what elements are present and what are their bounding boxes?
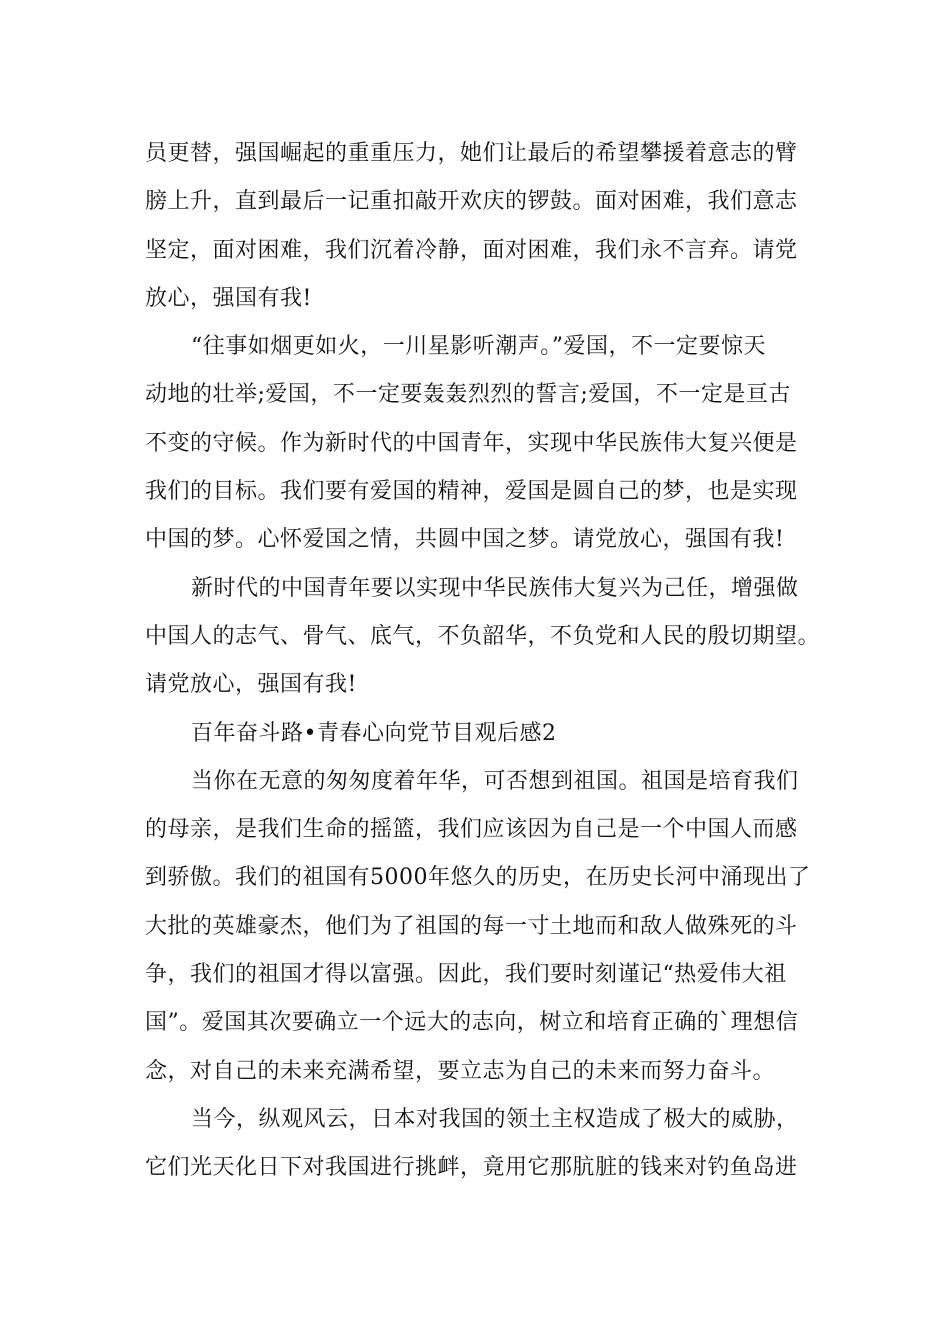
text-line: 到骄傲。我们的祖国有5000年悠久的历史，在历史长河中涌现出了 [145, 865, 811, 891]
text-line: 膀上升，直到最后一记重扣敲开欢庆的锣鼓。面对困难，我们意志 [145, 189, 798, 215]
text-line: 的母亲，是我们生命的摇篮，我们应该因为自己是一个中国人而感 [145, 817, 798, 843]
text-line: “往事如烟更如火，一川星影听潮声。”爱国，不一定要惊天 [191, 334, 766, 360]
text-line: 中国人的志气、骨气、底气，不负韶华，不负党和人民的殷切期望。 [145, 623, 821, 649]
text-line: 当今，纵观风云，日本对我国的领土主权造成了极大的威胁， [191, 1106, 799, 1132]
section-heading: 百年奋斗路•青春心向党节目观后感2 [191, 720, 557, 746]
text-line: 当你在无意的匆匆度着年华，可否想到祖国。祖国是培育我们 [191, 768, 799, 794]
text-line: 新时代的中国青年要以实现中华民族伟大复兴为己任，增强做 [191, 575, 799, 601]
text-line: 争，我们的祖国才得以富强。因此，我们要时刻谨记“热爱伟大祖 [145, 962, 787, 988]
text-line: 念，对自己的未来充满希望，要立志为自己的未来而努力奋斗。 [145, 1058, 776, 1084]
text-line: 不变的守候。作为新时代的中国青年，实现中华民族伟大复兴便是 [145, 430, 798, 456]
text-line: 动地的壮举;爱国，不一定要轰轰烈烈的誓言;爱国，不一定是亘古 [145, 382, 791, 408]
text-line: 放心，强国有我! [145, 285, 312, 311]
text-line: 我们的目标。我们要有爱国的精神，爱国是圆自己的梦，也是实现 [145, 479, 798, 505]
text-line: 坚定，面对困难，我们沉着冷静，面对困难，我们永不言弃。请党 [145, 237, 798, 263]
text-line: 它们光天化日下对我国进行挑衅，竟用它那肮脏的钱来对钓鱼岛进 [145, 1155, 798, 1181]
document-body [145, 130, 821, 1193]
text-line: 员更替，强国崛起的重重压力，她们让最后的希望攀援着意志的臂 [145, 141, 798, 166]
text-line: 中国的梦。心怀爱国之情，共圆中国之梦。请党放心，强国有我! [145, 527, 785, 553]
text-line: 国”。爱国其次要确立一个远大的志向，树立和培育正确的`理想信 [145, 1010, 799, 1036]
text-line: 请党放心，强国有我! [145, 672, 357, 698]
text-line: 大批的英雄豪杰，他们为了祖国的每一寸土地而和敌人做殊死的斗 [145, 913, 798, 939]
